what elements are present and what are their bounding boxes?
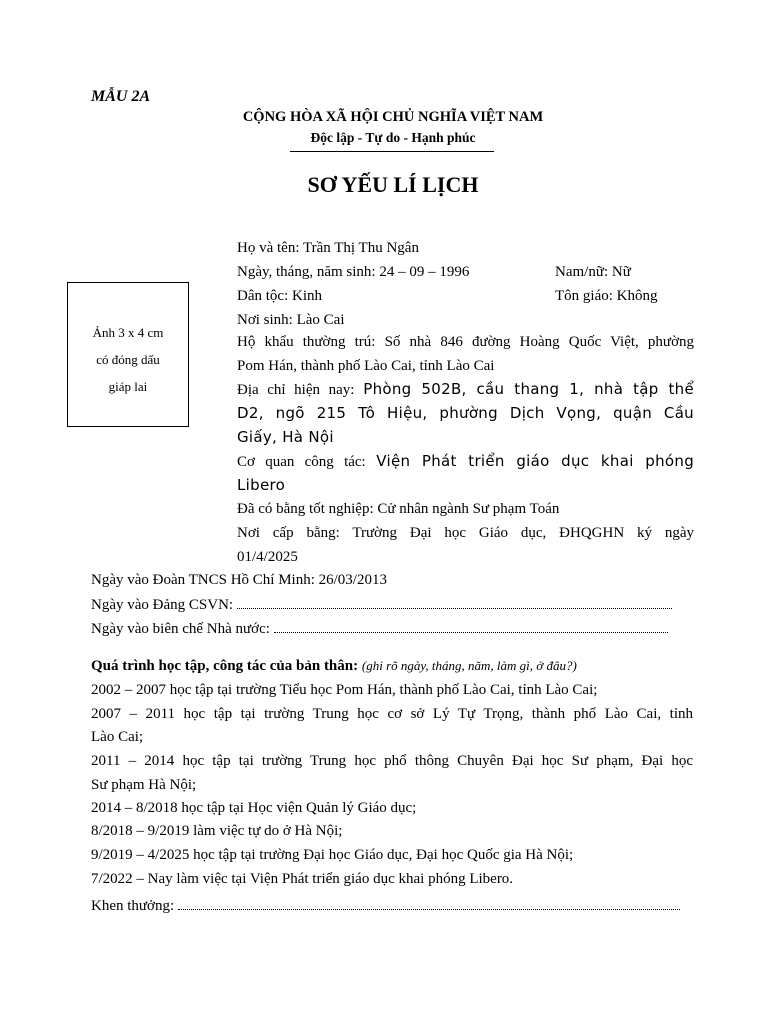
history-line-6: 9/2019 – 4/2025 học tập tại trường Đại học Giáo dục, Đại học Quốc gia Hà Nội; [91,847,574,863]
history-line-5: 8/2018 – 9/2019 làm việc tự do ở Hà Nội; [91,823,343,839]
workplace-label: Cơ quan công tác: [237,454,366,470]
party-date-blank [237,607,672,609]
nation-heading: CỘNG HÒA XÃ HỘI CHỦ NGHĨA VIỆT NAM [242,109,544,125]
gender: Nam/nữ: Nữ [555,264,631,280]
permanent-residence-line1: Hộ khẩu thường trú: Số nhà 846 đường Hoàng Quốc Việt, phường [237,334,694,350]
awards-row [91,898,680,915]
history-line-3a: 2011 – 2014 học tập tại trường Trung học phổ thông Chuyên Đại học Sư phạm, Đại học [91,753,693,769]
workplace-line2: Libero [237,476,286,494]
awards-label: Khen thưởng: [91,898,175,914]
awards-blank [178,908,680,910]
photo-placeholder [67,282,189,427]
history-heading: Quá trình học tập, công tác của bản thân: [91,658,359,674]
degree-issuer-line2: 01/4/2025 [237,549,298,565]
history-line-1: 2002 – 2007 học tập tại trường Tiểu học Pom Hán, thành phố Lào Cai, tỉnh Lào Cai; [91,682,598,698]
current-address-line3: Giấy, Hà Nội [237,428,334,446]
degree-issuer-line1: Nơi cấp bằng: Trường Đại học Giáo dục, ĐHQGHN ký ngày [237,525,694,541]
youth-union-date: Ngày vào Đoàn TNCS Hồ Chí Minh: 26/03/2013 [91,572,387,588]
civil-service-label: Ngày vào biên chế Nhà nước: [91,621,270,637]
current-address-value: Phòng 502B, cầu thang 1, nhà tập thể [363,380,695,398]
full-name: Họ và tên: Trần Thị Thu Ngân [237,240,419,256]
history-line-4: 2014 – 8/2018 học tập tại Học viện Quản lý Giáo dục; [91,800,417,816]
page-title: SƠ YẾU LÍ LỊCH [307,172,479,197]
history-line-7: 7/2022 – Nay làm việc tại Viện Phát triển giáo dục khai phóng Libero. [91,871,514,887]
permanent-residence-line2: Pom Hán, thành phố Lào Cai, tỉnh Lào Cai [237,358,495,374]
degree: Đã có bằng tốt nghiệp: Cử nhân ngành Sư phạm Toán [237,501,560,517]
motto: Độc lập - Tự do - Hạnh phúc [310,130,476,145]
form-code: MẪU 2A [91,88,151,105]
religion: Tôn giáo: Không [555,288,658,304]
history-line-3b: Sư phạm Hà Nội; [91,777,197,793]
history-heading-row [91,658,577,675]
party-date-label: Ngày vào Đảng CSVN: [91,597,234,613]
workplace-value: Viện Phát triển giáo dục khai phóng [376,452,695,470]
current-address-line2: D2, ngõ 215 Tô Hiệu, phường Dịch Vọng, quận Cầu [237,404,694,422]
party-date [91,597,672,614]
ethnicity: Dân tộc: Kinh [237,288,322,304]
civil-service-blank [274,631,668,633]
history-line-2a: 2007 – 2011 học tập tại trường Trung học cơ sở Lý Tự Trọng, thành phố Lào Cai, tỉnh [91,706,693,722]
civil-service-date [91,621,668,638]
photo-caption-line2: có đóng dấu [96,352,160,367]
motto-underline [290,151,494,152]
workplace-line1 [237,452,694,471]
history-note: (ghi rõ ngày, tháng, năm, làm gì, ở đâu?) [361,658,577,673]
photo-caption-line1: Ảnh 3 x 4 cm [92,325,164,340]
date-of-birth: Ngày, tháng, năm sinh: 24 – 09 – 1996 [237,264,470,280]
current-address-label: Địa chỉ hiện nay: [237,382,355,398]
photo-caption-line3: giáp lai [108,379,148,394]
current-address-line1 [237,380,694,399]
history-line-2b: Lào Cai; [91,729,144,745]
birthplace: Nơi sinh: Lào Cai [237,312,345,328]
